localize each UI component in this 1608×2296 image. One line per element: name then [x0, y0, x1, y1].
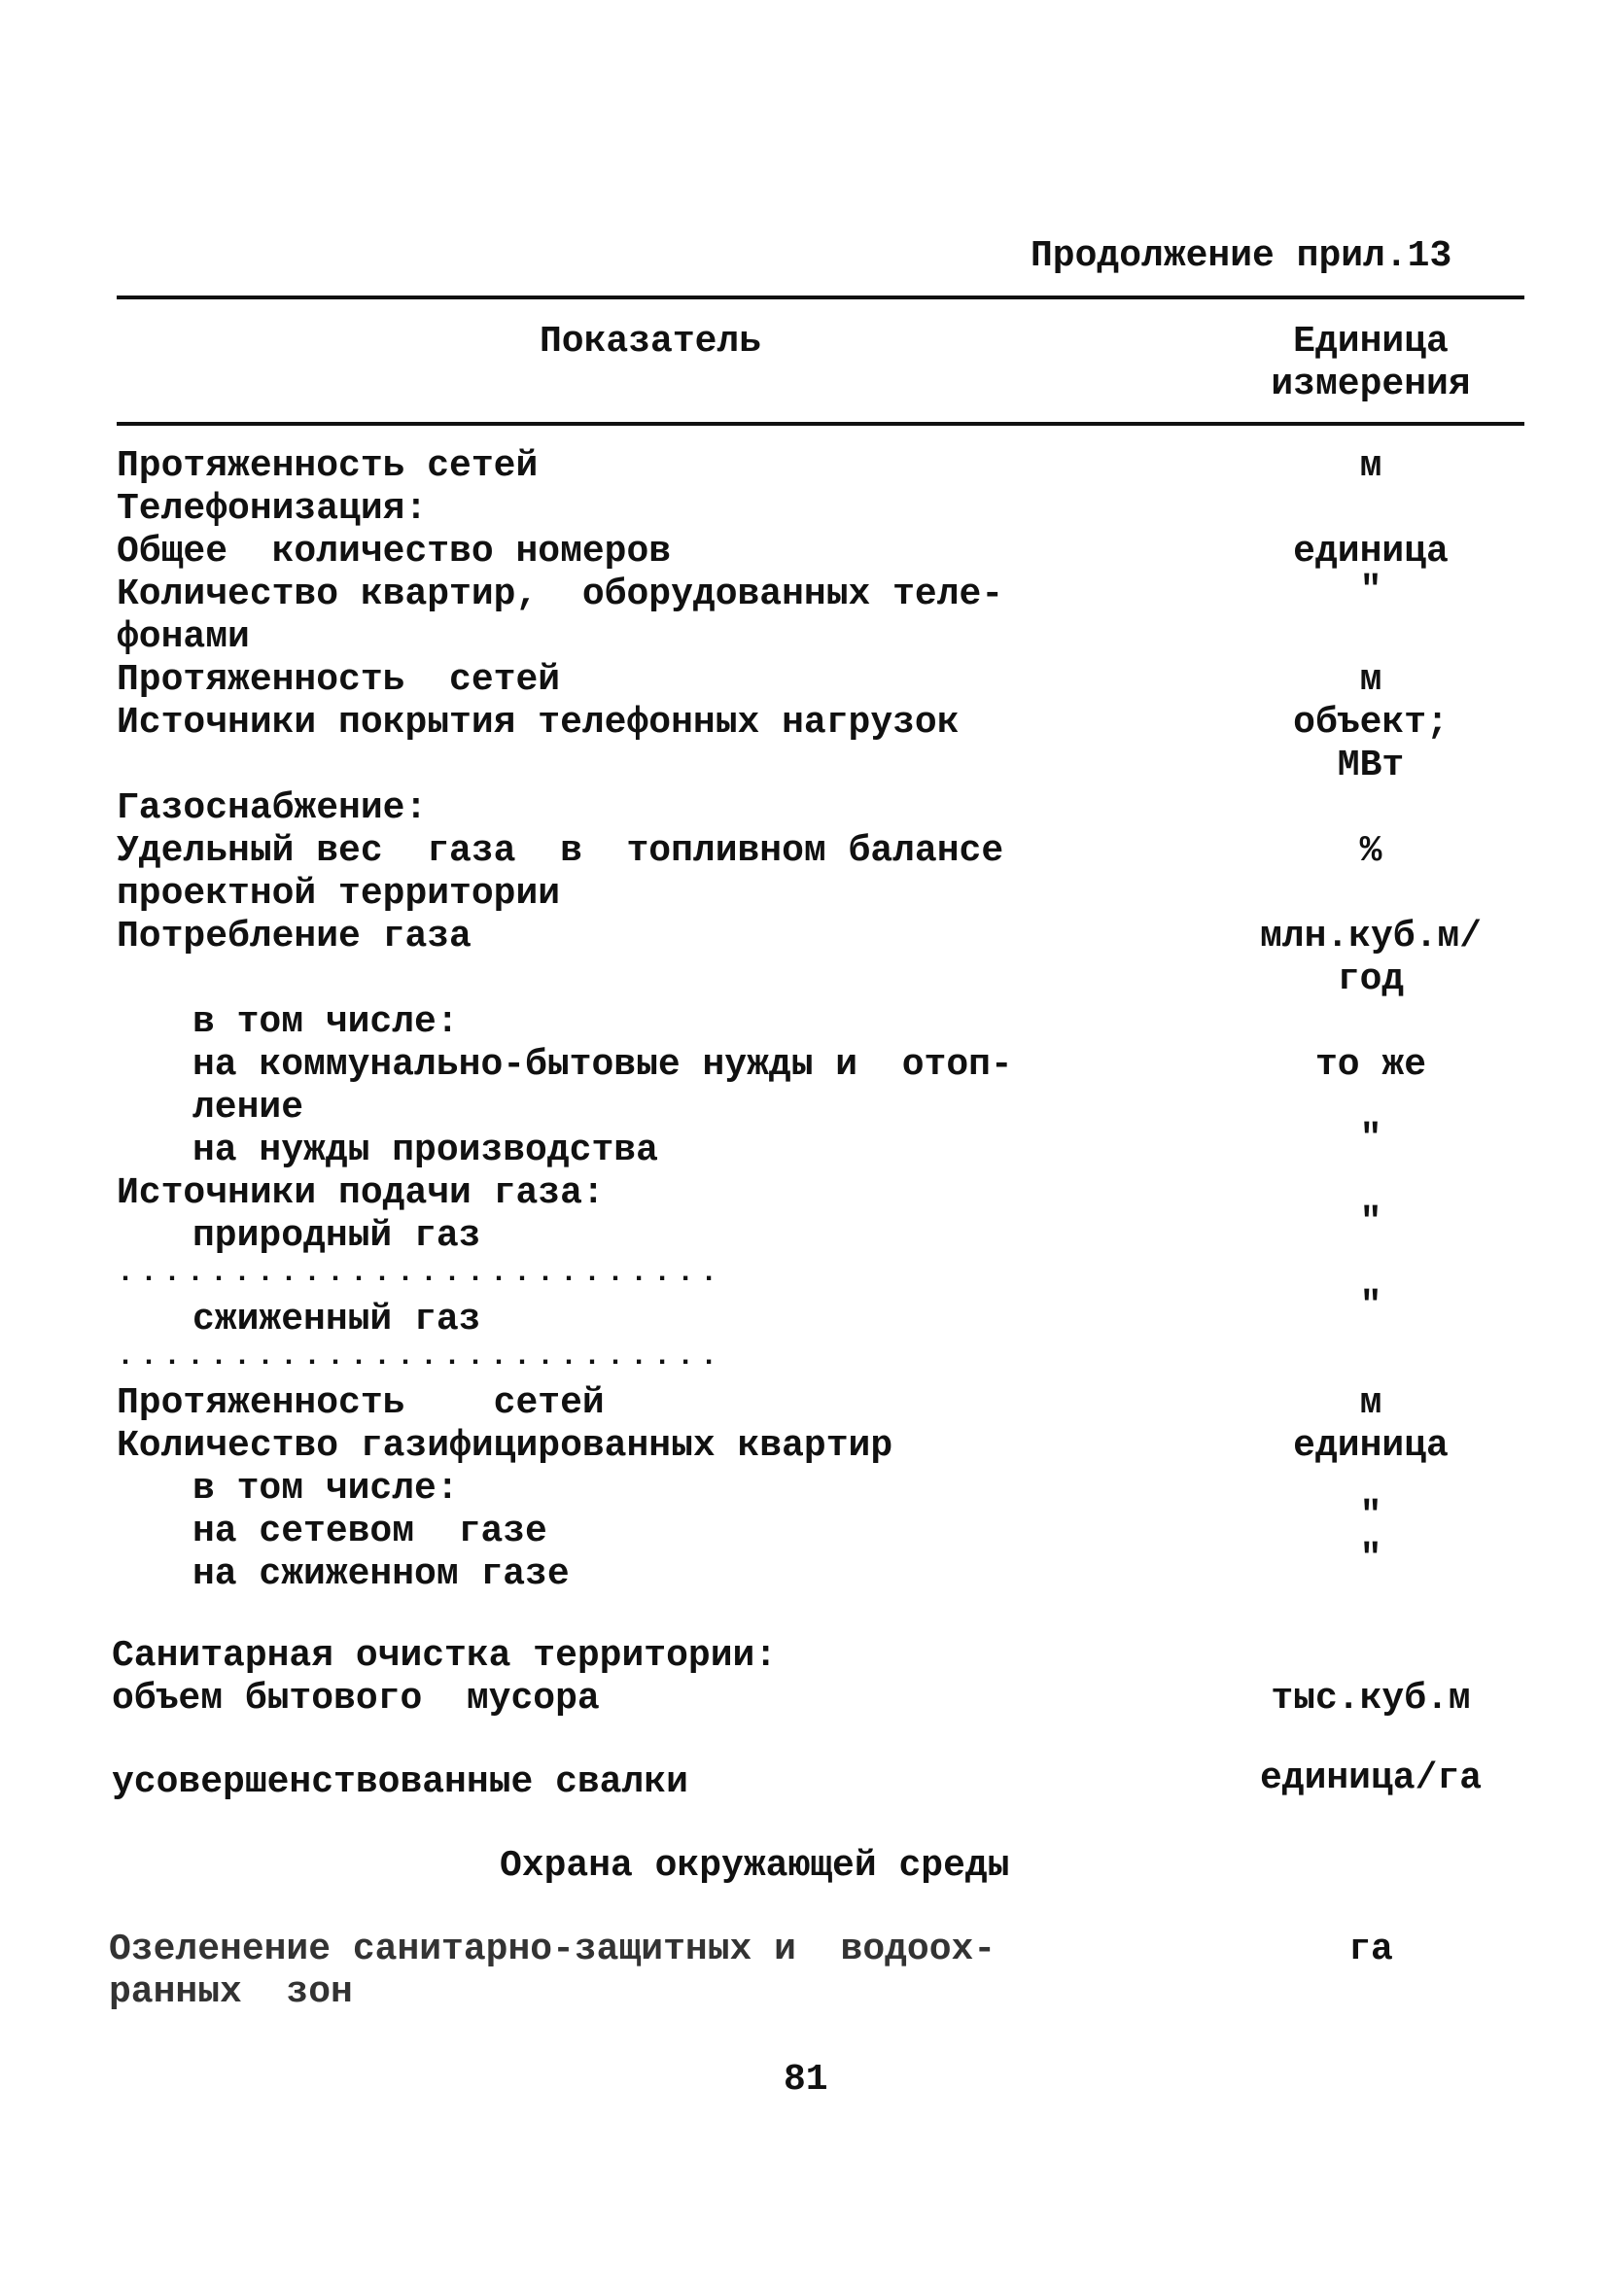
row-unit: тыс.куб.м: [1271, 1678, 1471, 1720]
continuation-label: Продолжение прил.13: [1031, 235, 1452, 277]
row-text: Санитарная очистка территории:: [112, 1635, 778, 1677]
row-unit: ": [1359, 1495, 1382, 1537]
row-text: фонами: [117, 616, 250, 658]
row-unit: ": [1359, 1538, 1382, 1580]
row-text: сжиженный газ: [192, 1299, 481, 1340]
row-unit: м: [1359, 445, 1382, 487]
row-text: на коммунально-бытовые нужды и отоп-: [192, 1044, 1013, 1086]
row-unit: м: [1359, 1382, 1382, 1424]
row-text: Количество квартир, оборудованных теле-: [117, 574, 1004, 615]
page-number: 81: [784, 2059, 828, 2101]
row-text: Газоснабжение:: [117, 787, 428, 829]
row-unit: ": [1359, 570, 1382, 611]
row-text: на нужды производства: [192, 1130, 658, 1171]
row-text: Протяженность сетей: [117, 1382, 605, 1424]
row-text: Количество газифицированных квартир: [117, 1425, 893, 1467]
row-text: Потребление газа: [117, 916, 472, 957]
row-text: Общее количество номеров: [117, 531, 672, 573]
row-text: объем бытового мусора: [112, 1678, 600, 1720]
row-text: проектной территории: [117, 873, 561, 915]
row-unit: га: [1348, 1929, 1393, 1970]
row-unit: единица: [1293, 1425, 1449, 1467]
dotted-leader: ..........................: [117, 1257, 724, 1290]
row-text: Телефонизация:: [117, 488, 428, 530]
row-text: природный газ: [192, 1215, 481, 1257]
row-unit: ": [1359, 1285, 1382, 1327]
row-text: Источники покрытия телефонных нагрузок: [117, 702, 960, 744]
row-text: на сжиженном газе: [192, 1553, 570, 1595]
row-text: Озеленение санитарно-защитных и водоох-: [109, 1929, 996, 1970]
section-title: Охрана окружающей среды: [500, 1845, 1010, 1887]
row-text: в том числе:: [192, 1468, 459, 1510]
column-header-indicator: Показатель: [540, 321, 762, 363]
row-text: ление: [192, 1087, 304, 1129]
row-text: Удельный вес газа в топливном балансе: [117, 830, 1004, 872]
row-text: усовершенствованные свалки: [112, 1761, 688, 1803]
dotted-leader: ..........................: [117, 1340, 724, 1374]
row-text: Протяженность сетей: [117, 659, 561, 701]
row-text: Источники подачи газа:: [117, 1172, 605, 1214]
row-unit: единица/га: [1259, 1757, 1483, 1799]
row-unit: ": [1359, 1201, 1382, 1243]
row-unit: ": [1359, 1118, 1382, 1160]
row-text: в том числе:: [192, 1001, 459, 1043]
row-unit: млн.куб.м/: [1259, 916, 1483, 957]
column-header-unit-line2: измерения: [1271, 364, 1471, 405]
column-header-unit-line1: Единица: [1293, 321, 1449, 363]
row-unit: год: [1337, 958, 1405, 1000]
row-text: ранных зон: [109, 1971, 353, 2013]
row-text: Протяженность сетей: [117, 445, 539, 487]
row-unit: м: [1359, 659, 1382, 701]
table-header-rule: [117, 422, 1524, 426]
row-unit: объект;: [1293, 702, 1449, 744]
row-text: на сетевом газе: [192, 1511, 547, 1552]
row-unit: %: [1359, 830, 1382, 872]
row-unit: единица: [1293, 531, 1449, 573]
table-top-rule: [117, 296, 1524, 299]
row-unit: то же: [1314, 1044, 1427, 1086]
row-unit: МВт: [1337, 745, 1405, 786]
